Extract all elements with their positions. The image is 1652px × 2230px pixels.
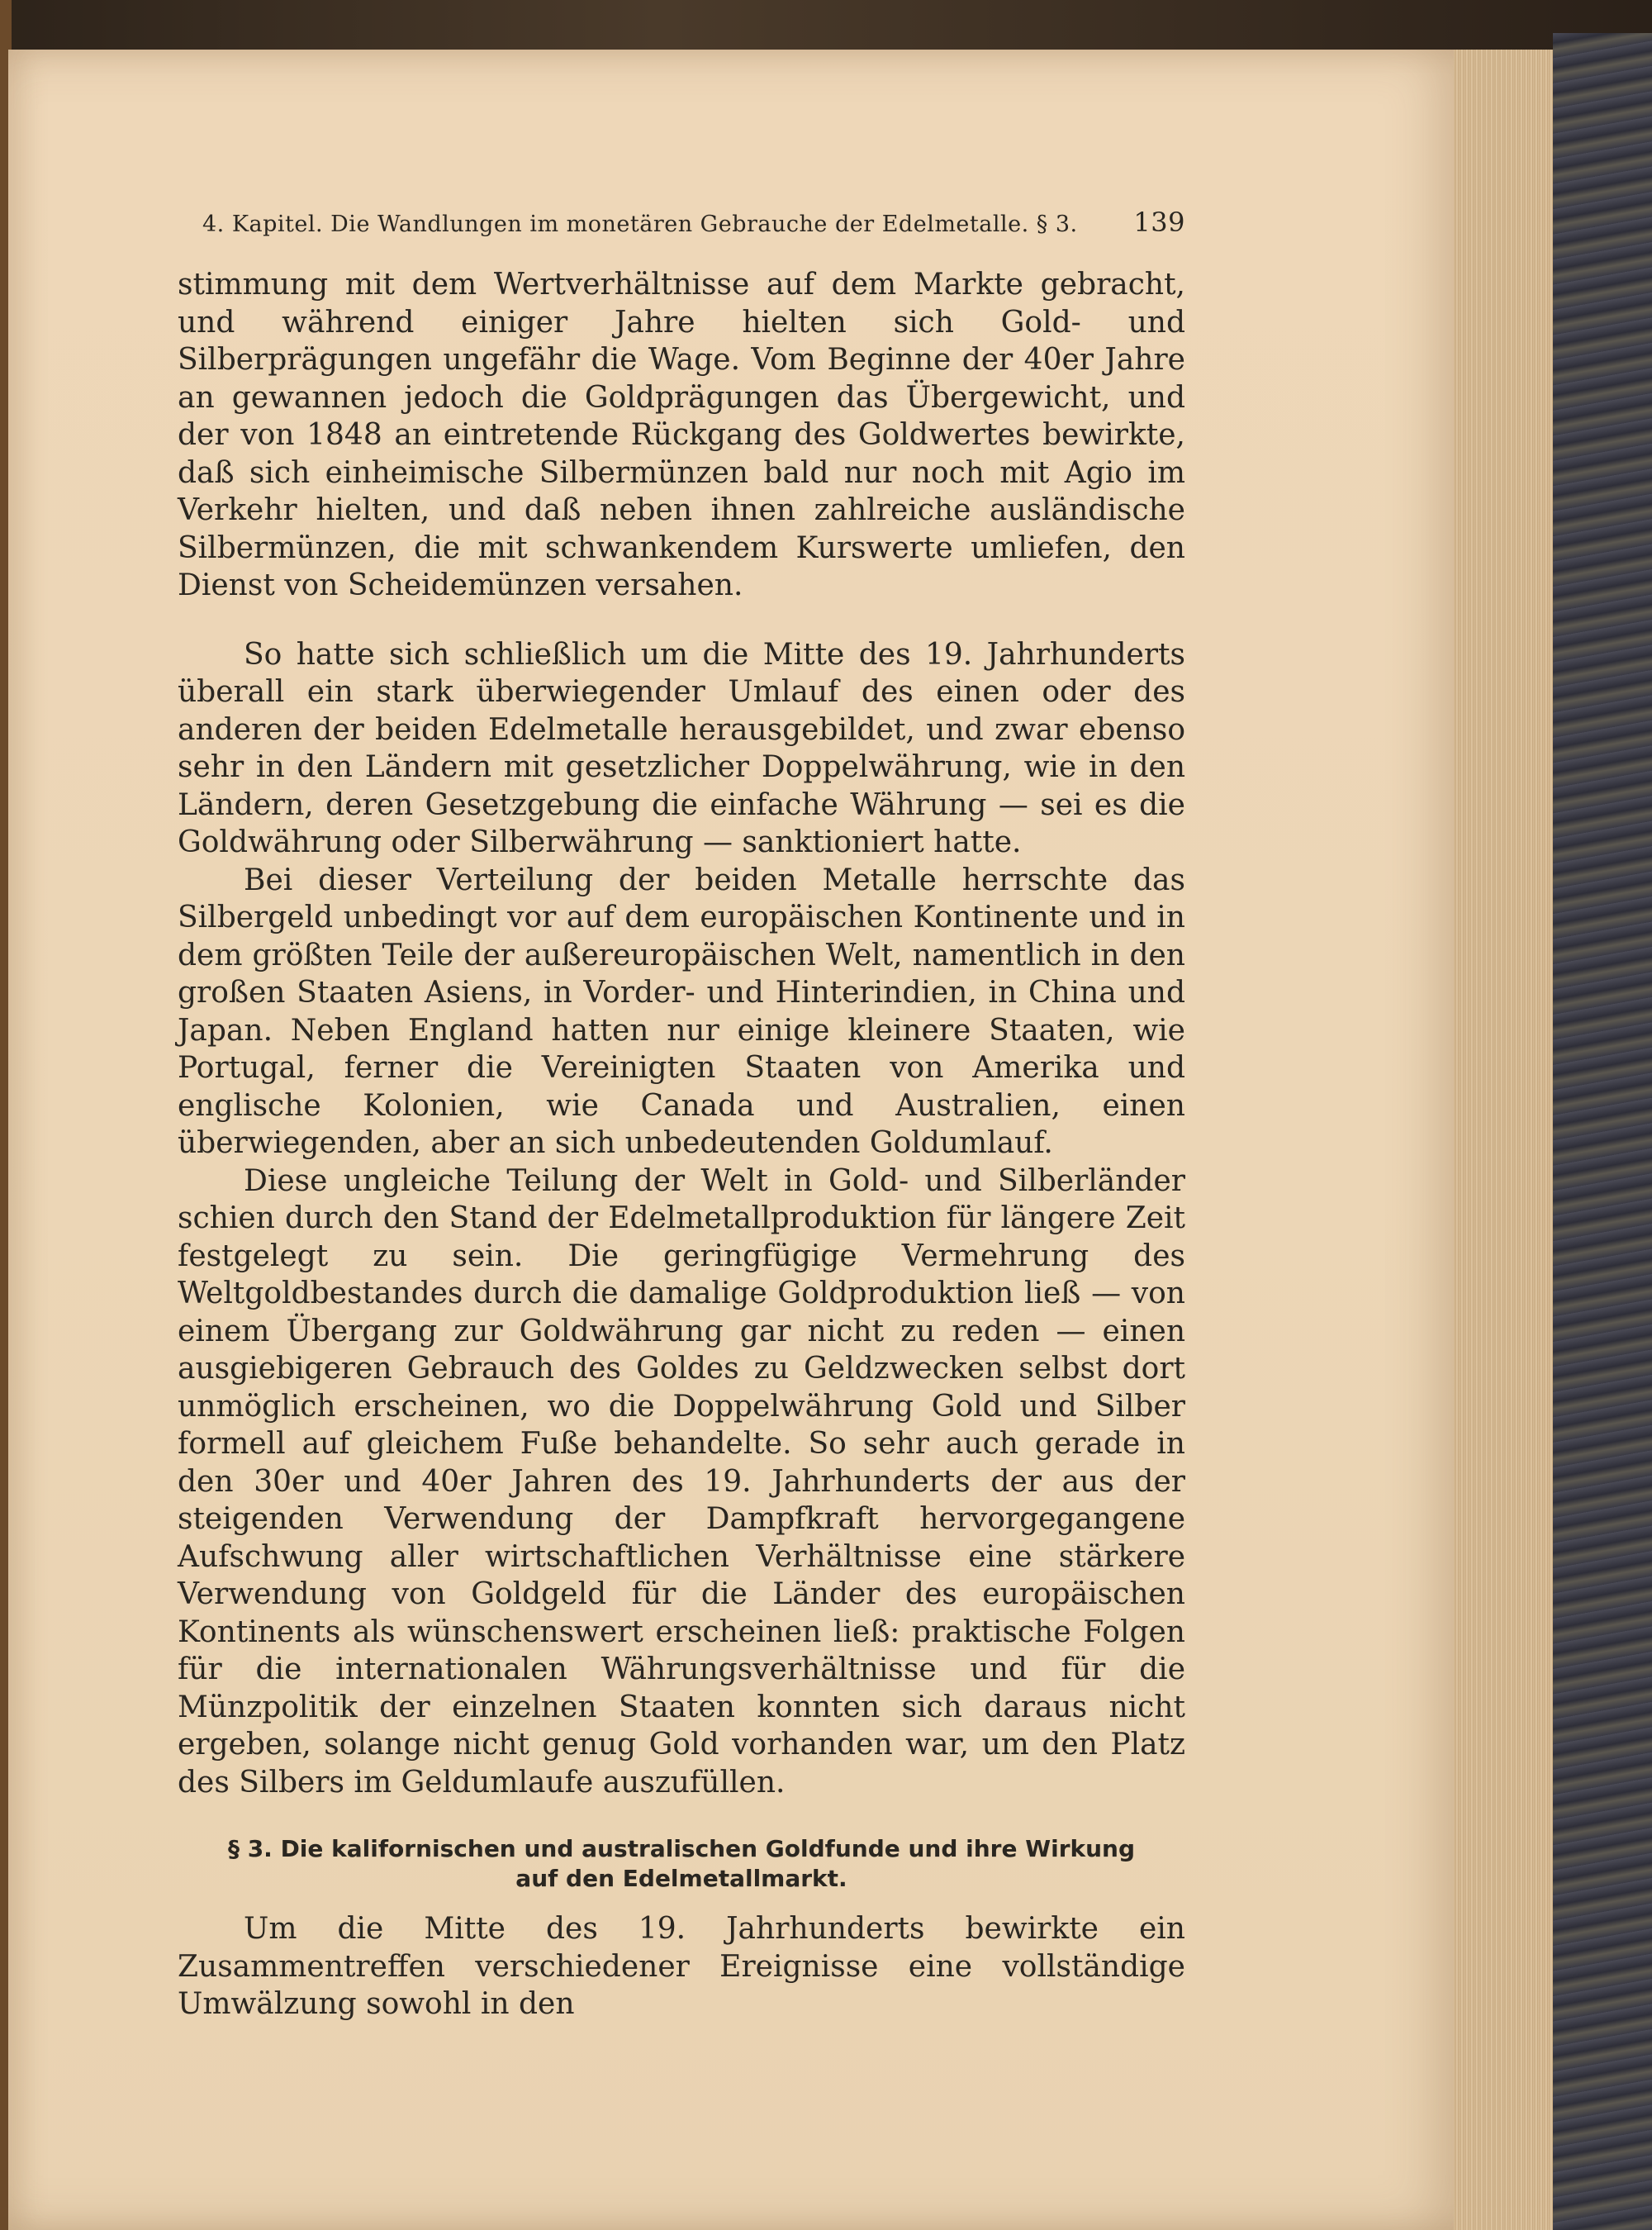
section-heading [178, 1834, 1185, 1894]
paragraph-section-start: Um die Mitte des 19. Jahrhunderts bewirkte ein Zusammentreffen verschiedener Ereignisse eine vollständige Umwälzung sowohl in den [178, 1912, 1185, 2021]
page-content [178, 207, 1185, 2023]
page-number: 139 [1133, 207, 1185, 238]
section-heading-line1: § 3. Die kalifornischen und australischen Goldfunde und ihre Wirkung [227, 1835, 1136, 1862]
paragraph-verteilung: Bei dieser Verteilung der beiden Metalle herrschte das Silbergeld unbedingt vor auf dem europäischen Kontinente und in dem größten Teile der außereuropäischen Welt, namentlich in den großen Staaten Asiens, in Vorder- und Hinterindien, in China und Japan. Neben England hatten nur einige kleinere Staaten, wie Portugal, ferner die Vereinigten Staaten von Amerika und englische Kolonien, wie Canada und Australien, einen überwiegenden, aber an sich unbedeutenden Goldumlauf. [178, 863, 1185, 1160]
book-cover-edge [1553, 33, 1652, 2230]
paragraph-teilung: Diese ungleiche Teilung der Welt in Gold- und Silberländer schien durch den Stand der Edelmetallproduktion für längere Zeit festgelegt zu sein. Die geringfügige Vermehrung des Weltgoldbestandes durch die damalige Goldproduktion ließ — von einem Übergang zur Goldwährung gar nicht zu reden — einen ausgiebigeren Gebrauch des Goldes zu Geldzwecken selbst dort unmöglich erscheinen, wo die Doppelwährung Gold und Silber formell auf gleichem Fuße behandelte. So sehr auch gerade in den 30er und 40er Jahren des 19. Jahrhunderts der aus der steigenden Verwendung der Dampfkraft hervorgegangene Aufschwung aller wirtschaftlichen Verhältnisse eine stärkere Verwendung von Goldgeld für die Länder des europäischen Kontinents als wünschenswert erscheinen ließ: praktische Folgen für die internationalen Währungsverhältnisse und für die Münzpolitik der einzelnen Staaten konnten sich daraus nicht ergeben, solange nicht genug Gold vorhanden war, um den Platz des Silbers im Geldumlaufe auszufüllen. [178, 1163, 1185, 1800]
running-head-title: 4. Kapitel. Die Wandlungen im monetären Gebrauche der Edelmetalle. § 3. [202, 212, 1078, 237]
paragraph-continuation: stimmung mit dem Wertverhältnisse auf dem Markte gebracht, und während einiger Jahre hielten sich Gold- und Silberprägungen ungefähr die Wage. Vom Beginne der 40er Jahre an gewannen jedoch die Goldprägungen das Übergewicht, und der von 1848 an eintretende Rückgang des Goldwertes bewirkte, daß sich einheimische Silbermünzen bald nur noch mit Agio im Verkehr hielten, und daß neben ihnen zahlreiche ausländische Silbermünzen, die mit schwankendem Kurswerte umliefen, den Dienst von Scheidemünzen versahen. [178, 268, 1185, 602]
paragraph-doppelwaehrung: So hatte sich schließlich um die Mitte des 19. Jahrhunderts überall ein stark überwiegender Umlauf des einen oder des anderen der beiden Edelmetalle herausgebildet, und zwar ebenso sehr in den Ländern mit gesetzlicher Doppelwährung, wie in den Ländern, deren Gesetzgebung die einfache Währung — sei es die Goldwährung oder Silberwährung — sanktioniert hatte. [178, 637, 1185, 859]
page-stack-edge [1454, 50, 1553, 2230]
section-heading-line2: auf den Edelmetallmarkt. [515, 1865, 847, 1892]
running-head [178, 207, 1185, 238]
